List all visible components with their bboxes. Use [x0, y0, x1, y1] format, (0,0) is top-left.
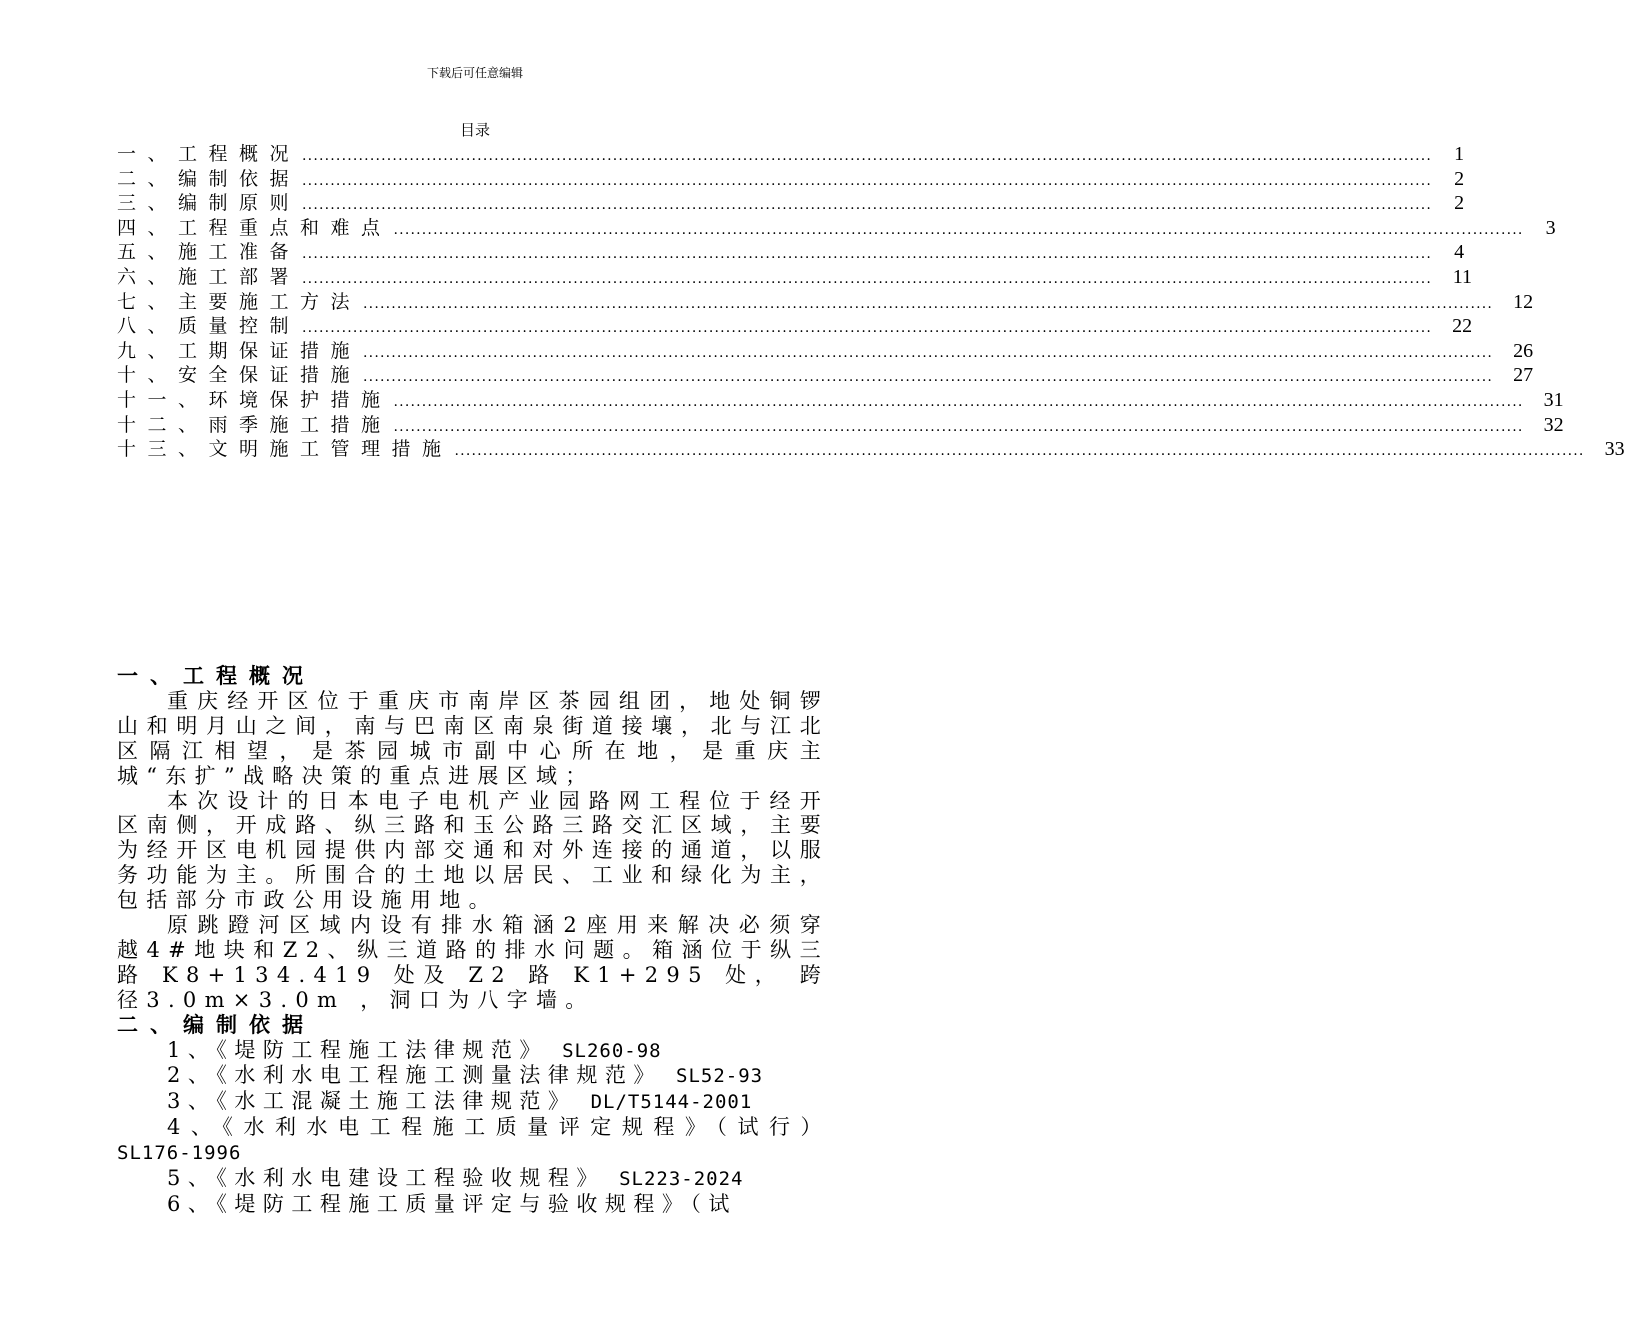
toc-entry-label: 十一、环境保护措施: [117, 388, 392, 411]
toc-title: 目录: [459, 121, 490, 139]
toc-entry-page: 1: [1454, 143, 1465, 165]
toc-entry-page: 3: [1545, 216, 1556, 239]
toc-leader-dots: ........................................................................................................................................................................................................: [454, 443, 1585, 460]
reference-title: 2、《水利水电工程施工测量法律规范》: [167, 1063, 662, 1088]
reference-code: SL52-93: [676, 1065, 764, 1088]
toc-entry[interactable]: [117, 314, 1473, 339]
reference-code: DL/T5144-2001: [590, 1091, 753, 1114]
toc-entry-label: 九、工期保证措施: [117, 339, 362, 362]
toc-entry-page: 32: [1543, 413, 1564, 436]
toc-entry-label: 十、安全保证措施: [117, 364, 362, 387]
reference-title: 1、《堤防工程施工法律规范》: [167, 1037, 548, 1062]
toc-leader-dots: ........................................................................................................................................................................................................: [302, 246, 1433, 263]
toc-entry-label: 十二、雨季施工措施: [117, 413, 392, 436]
toc-entry-label: 十三、文明施工管理措施: [117, 438, 453, 461]
toc-entry-page: 4: [1454, 241, 1465, 264]
reference-title: 5、《水利水电建设工程验收规程》: [167, 1166, 605, 1191]
toc-entry[interactable]: [117, 363, 1534, 388]
toc-entry[interactable]: [117, 437, 1625, 462]
toc-entry-label: 八、质量控制: [117, 315, 301, 338]
toc-leader-dots: ........................................................................................................................................................................................................: [302, 320, 1433, 337]
paragraph: 本次设计的日本电子电机产业园路网工程位于经开区南侧，开成路、纵三路和玉公路三路交汇区域，主要为经开区电机园提供内部交通和对外连接的通道，以服务功能为主。所围合的土地以居民、工业和绿化为主，包括部分市政公用设施用地。: [117, 788, 829, 913]
toc-entry-page: 2: [1454, 167, 1465, 190]
section-heading: 一、工程概况: [117, 663, 315, 688]
reference-item: [117, 1038, 829, 1064]
toc-leader-dots: ........................................................................................................................................................................................................: [393, 393, 1524, 410]
reference-code: SL223-2024: [619, 1168, 744, 1191]
toc-entry-page: 26: [1513, 339, 1534, 362]
paragraph: 原跳蹬河区域内设有排水箱涵2座用来解决必须穿越4#地块和Z2、纵三道路的排水问题。箱涵位于纵三路 K8+134.419 处及 Z2 路 K1+295 处， 跨径3.0m×3.0m ，洞口为八字墙。: [117, 913, 829, 1012]
toc-entry-page: 12: [1513, 290, 1534, 313]
reference-item: [117, 1089, 829, 1115]
toc-entry-page: 11: [1452, 265, 1473, 288]
reference-title: 6、《堤防工程施工质量评定与验收规程》（试: [167, 1192, 737, 1216]
toc-leader-dots: ........................................................................................................................................................................................................: [393, 418, 1524, 435]
table-of-contents: [117, 142, 1625, 462]
toc-entry-label: 六、施工部署: [117, 265, 301, 288]
toc-entry-label: 三、编制原则: [117, 192, 301, 215]
toc-leader-dots: ........................................................................................................................................................................................................: [393, 221, 1524, 238]
toc-entry-label: 二、编制依据: [117, 167, 301, 190]
reference-item: [117, 1192, 829, 1218]
toc-entry-label: 五、施工准备: [117, 241, 301, 264]
reference-item: [117, 1115, 829, 1166]
reference-title: 4、《水利水电工程施工质量评定规程》（试行）: [167, 1115, 829, 1140]
toc-entry[interactable]: [117, 142, 1465, 167]
toc-leader-dots: ........................................................................................................................................................................................................: [302, 148, 1433, 164]
toc-entry[interactable]: [117, 216, 1556, 241]
toc-entry-page: 27: [1513, 364, 1534, 387]
toc-entry[interactable]: [117, 388, 1564, 413]
toc-entry-label: 七、主要施工方法: [117, 290, 362, 313]
reference-item: [117, 1166, 829, 1192]
toc-entry[interactable]: [117, 167, 1465, 192]
toc-entry[interactable]: [117, 290, 1534, 315]
toc-leader-dots: ........................................................................................................................................................................................................: [363, 295, 1494, 312]
toc-entry[interactable]: [117, 240, 1465, 265]
header-note: 下载后可任意编辑: [426, 66, 523, 80]
toc-entry-page: 22: [1452, 315, 1473, 338]
toc-entry-page: 2: [1454, 192, 1465, 215]
toc-leader-dots: ........................................................................................................................................................................................................: [363, 369, 1494, 386]
toc-entry[interactable]: [117, 265, 1473, 290]
toc-leader-dots: ........................................................................................................................................................................................................: [302, 197, 1433, 214]
document-body: [117, 664, 829, 1218]
toc-leader-dots: ........................................................................................................................................................................................................: [363, 344, 1494, 361]
toc-leader-dots: ........................................................................................................................................................................................................: [302, 172, 1433, 189]
toc-entry-label: 四、工程重点和难点: [117, 216, 392, 239]
toc-entry-page: 33: [1604, 438, 1625, 461]
paragraph: 重庆经开区位于重庆市南岸区茶园组团，地处铜锣山和明月山之间，南与巴南区南泉街道接壤，北与江北区隔江相望，是茶园城市副中心所在地，是重庆主城“东扩”战略决策的重点进展区域；: [117, 688, 829, 788]
section-heading: 二、编制依据: [117, 1011, 315, 1037]
toc-entry[interactable]: [117, 413, 1564, 438]
toc-entry-label: 一、工程概况: [117, 143, 301, 165]
reference-code: SL260-98: [562, 1039, 662, 1062]
reference-code: SL176-1996: [117, 1142, 242, 1165]
toc-entry-page: 31: [1543, 388, 1564, 411]
toc-entry[interactable]: [117, 339, 1534, 364]
toc-entry[interactable]: [117, 191, 1465, 216]
toc-leader-dots: ........................................................................................................................................................................................................: [302, 270, 1433, 287]
reference-title: 3、《水工混凝土施工法律规范》: [167, 1089, 577, 1114]
reference-item: [117, 1063, 829, 1089]
